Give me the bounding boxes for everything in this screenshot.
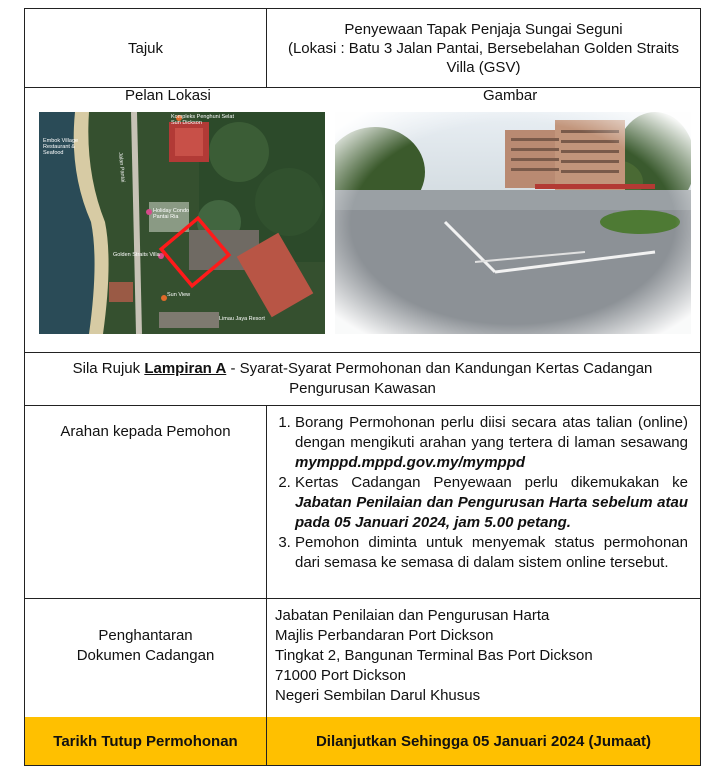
instructions-row (25, 405, 700, 598)
submission-address (275, 606, 593, 706)
instruction-item: 1. Borang Permohonan perlu diisi secara atas talian (online) dengan mengikuti arahan yang tertera di laman sesawang mymppd.mppd.gov.my/mymppd (295, 413, 688, 473)
site-photo-image (335, 112, 691, 334)
closing-date-value: Dilanjutkan Sehingga 05 Januari 2024 (Jumaat) (315, 732, 652, 750)
submission-label: Penghantaran Dokumen Cadangan (76, 627, 215, 664)
instruction-item: 3. Pemohon diminta untuk menyemak status permohonan dari semasa ke semasa di dalam sistem online tersebut. (295, 533, 688, 573)
map-label-sun: Sun View (167, 292, 191, 298)
instructions-list (277, 413, 688, 573)
reference-row (25, 352, 700, 405)
map-label-condo: Holiday Condo Pantai Ria (153, 208, 190, 220)
map-label-bottom: Limau Jaya Resort (219, 316, 265, 322)
map-label-embok: Embok Village Restaurant & Seafood (43, 138, 79, 156)
map-label-top: Kompleks Penghuni Selat Sun Dickson (171, 114, 234, 126)
lampiran-a-link[interactable]: Lampiran A (144, 359, 227, 377)
map-caption: Pelan Lokasi (125, 87, 211, 104)
instructions-label: Arahan kepada Pemohon (60, 423, 231, 440)
map-label-road: Jalan Pantai (117, 152, 126, 183)
title-value-line1: Penyewaan Tapak Penjaja Sungai Seguni (344, 20, 623, 38)
submission-row (25, 598, 700, 717)
closing-date-label: Tarikh Tutup Permohonan (53, 732, 238, 750)
address-line: 71000 Port Dickson (275, 667, 406, 684)
reference-suffix: - Syarat-Syarat Permohonan dan Kandungan Kertas Cadangan Pengurusan Kawasan (226, 359, 653, 397)
instruction-item: 2. Kertas Cadangan Penyewaan perlu dikemukakan ke Jabatan Penilaian dan Pengurusan Harta sebelum atau pada 05 Januari 2024, jam 5.00 petang. (295, 473, 688, 533)
location-map-image (39, 112, 325, 334)
closing-date-row (25, 717, 700, 765)
address-line: Tingkat 2, Bangunan Terminal Bas Port Dickson (275, 647, 593, 664)
title-value-line2: (Lokasi : Batu 3 Jalan Pantai, Bersebelahan Golden Straits Villa (GSV) (287, 39, 680, 76)
map-label-golden: Golden Straits Villa (113, 252, 160, 258)
title-label: Tajuk (127, 39, 164, 57)
address-line: Majlis Perbandaran Port Dickson (275, 627, 494, 644)
application-notice-table (24, 8, 701, 766)
title-value (267, 9, 700, 87)
images-row (25, 87, 700, 352)
address-line: Jabatan Penilaian dan Pengurusan Harta (275, 607, 550, 624)
website-link[interactable]: mymppd.mppd.gov.my/mymppd (295, 454, 526, 471)
address-line: Negeri Sembilan Darul Khusus (275, 687, 481, 704)
photo-caption: Gambar (483, 87, 538, 104)
title-row (25, 9, 700, 87)
reference-prefix: Sila Rujuk (72, 359, 145, 377)
